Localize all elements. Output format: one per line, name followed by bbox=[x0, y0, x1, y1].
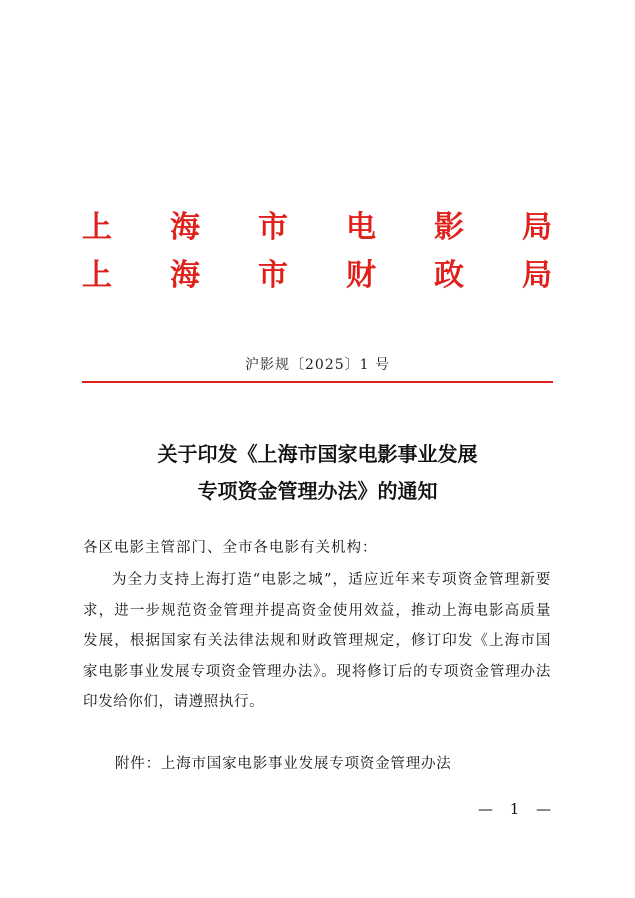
issuer-char: 市 bbox=[258, 210, 288, 245]
issuer-char: 政 bbox=[434, 258, 464, 293]
issuer-char: 财 bbox=[346, 258, 376, 293]
issuer-char: 海 bbox=[170, 258, 200, 293]
issuer-char: 海 bbox=[170, 210, 200, 245]
document-number: 沪影规〔2025〕1 号 bbox=[245, 357, 390, 373]
issuer-char: 局 bbox=[522, 210, 552, 245]
salutation: 各区电影主管部门、全市各电影有关机构： bbox=[83, 540, 378, 556]
issuer-char: 市 bbox=[258, 258, 288, 293]
document-title-line-2: 专项资金管理办法》的通知 bbox=[197, 479, 438, 503]
issuer-heading-finance-bureau bbox=[82, 258, 552, 294]
issuer-char: 电 bbox=[346, 210, 376, 245]
issuer-char: 局 bbox=[522, 258, 552, 293]
red-divider-line bbox=[82, 381, 553, 383]
issuer-heading-film-bureau bbox=[82, 210, 552, 246]
document-title-line-1: 关于印发《上海市国家电影事业发展 bbox=[157, 442, 478, 466]
issuer-char: 上 bbox=[82, 258, 112, 293]
page-number: — 1 — bbox=[478, 800, 558, 818]
attachment-note: 附件：上海市国家电影事业发展专项资金管理办法 bbox=[115, 756, 452, 772]
issuer-char: 上 bbox=[82, 210, 112, 245]
issuer-char: 影 bbox=[434, 210, 464, 245]
body-paragraph: 为全力支持上海打造“电影之城”，适应近年来专项资金管理新要求，进一步规范资金管理并提高资金使用效益，推动上海电影高质量发展，根据国家有关法律法规和财政管理规定，修订印发《上海市国家电影事业发展专项资金管理办法》。现将修订后的专项资金管理办法印发给你们，请遵照执行。 bbox=[83, 572, 551, 710]
